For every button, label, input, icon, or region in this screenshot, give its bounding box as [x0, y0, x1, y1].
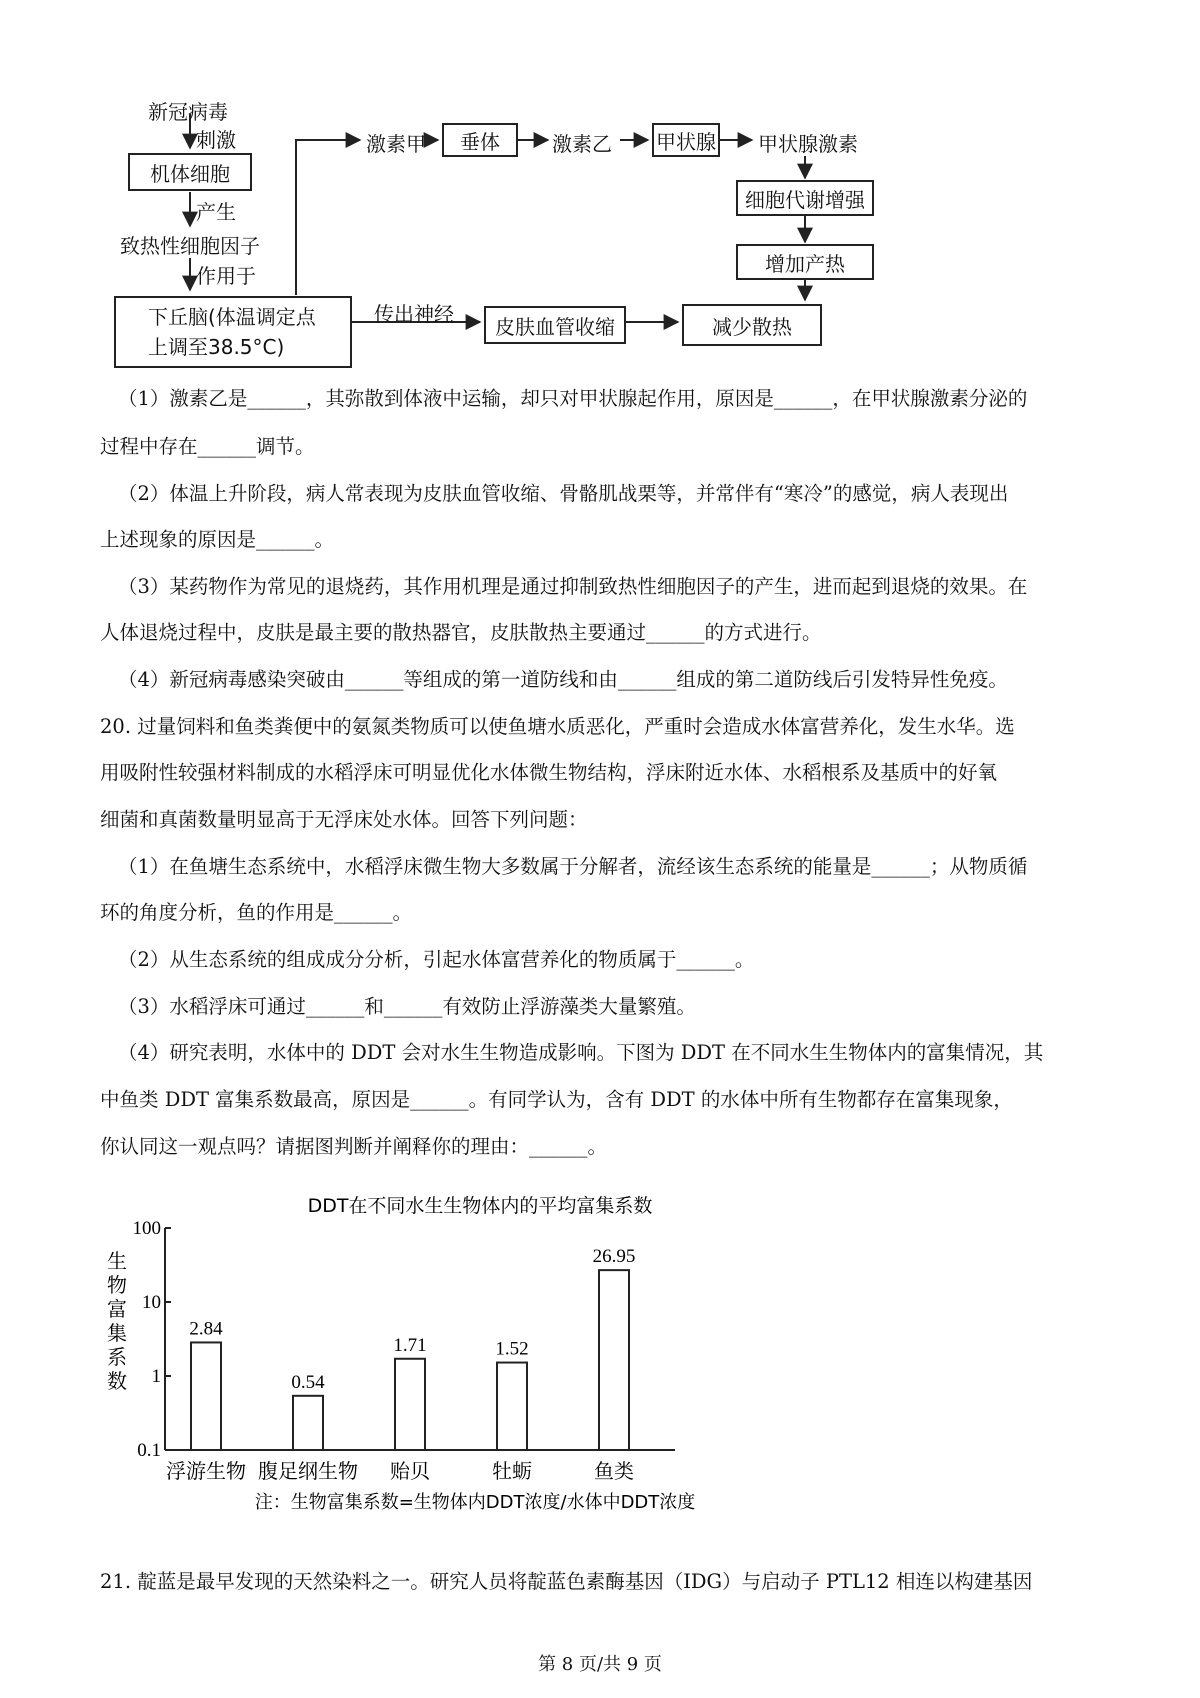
q19-line-5: （3）某药物作为常见的退烧药，其作用机理是通过抑制致热性细胞因子的产生，进而起到退烧的效果。在 [118, 575, 1028, 598]
bar [395, 1359, 425, 1450]
q20-line-5: 环的角度分析，鱼的作用是______。 [100, 901, 413, 924]
hypothalamus-line2: 上调至38.5°C) [148, 335, 285, 359]
hypothalamus-box [114, 296, 352, 368]
reduce-heat-box: 减少散热 [682, 304, 822, 346]
bar [599, 1270, 629, 1450]
y-label-char: 生 [107, 1249, 127, 1273]
body-cells-box: 机体细胞 [128, 153, 252, 191]
q19-line-2: 过程中存在______调节。 [100, 435, 315, 458]
q20-line-10: 你认同这一观点吗？请据图判断并阐释你的理由：______。 [100, 1135, 608, 1158]
y-label-char: 物 [107, 1273, 127, 1297]
bar [191, 1342, 221, 1450]
y-label-char: 系 [107, 1345, 127, 1369]
thyroid-hormone-label: 甲状腺激素 [758, 132, 858, 156]
y-tick-label: 100 [132, 1218, 161, 1239]
pituitary-box: 垂体 [442, 123, 518, 157]
q20-line-6: （2）从生态系统的组成成分分析，引起水体富营养化的物质属于______。 [118, 948, 755, 971]
y-tick-label: 10 [142, 1292, 161, 1313]
bar-value-label: 0.54 [291, 1371, 325, 1393]
bar-value-label: 26.95 [592, 1246, 636, 1268]
y-label-char: 数 [107, 1369, 127, 1393]
q19-line-3: （2）体温上升阶段，病人常表现为皮肤血管收缩、骨骼肌战栗等，并常伴有“寒冷”的感觉，病人表现出 [118, 482, 1009, 505]
virus-label: 新冠病毒 [148, 100, 228, 124]
bar [293, 1396, 323, 1450]
arrow-hypo-hormoneA [296, 140, 360, 295]
x-category-label: 鱼类 [594, 1459, 634, 1483]
q20-line-8: （4）研究表明，水体中的 DDT 会对水生生物造成影响。下图为 DDT 在不同水生生物体内的富集情况，其 [118, 1041, 1044, 1064]
q20-line-3: 细菌和真菌数量明显高于无浮床处水体。回答下列问题： [100, 808, 588, 831]
y-label-char: 集 [107, 1321, 127, 1345]
x-category-label: 浮游生物 [166, 1459, 246, 1483]
chart-title: DDT在不同水生生物体内的平均富集系数 [307, 1195, 653, 1217]
heat-production-box: 增加产热 [736, 244, 874, 280]
q19-line-7: （4）新冠病毒感染突破由______等组成的第一道防线和由______组成的第二道防线后引发特异性免疫。 [118, 668, 1008, 691]
q19-line-1: （1）激素乙是______，其弥散到体液中运输，却只对甲状腺起作用，原因是______，在甲状腺激素分泌的 [118, 387, 1028, 410]
bar-value-label: 1.71 [393, 1334, 427, 1356]
y-label-char: 富 [107, 1297, 127, 1321]
act-on-label: 作用于 [196, 264, 256, 288]
q20-line-9: 中鱼类 DDT 富集系数最高，原因是______。有同学认为，含有 DDT 的水体中所有生物都存在富集现象， [100, 1088, 1013, 1111]
y-tick-label: 0.1 [137, 1440, 161, 1461]
chart-note: 注：生物富集系数=生物体内DDT浓度/水体中DDT浓度 [254, 1492, 696, 1513]
produce-label: 产生 [196, 200, 236, 224]
bar-value-label: 1.52 [495, 1338, 529, 1360]
bar [497, 1363, 527, 1450]
x-category-label: 贻贝 [390, 1459, 430, 1483]
x-category-label: 牡蛎 [492, 1459, 532, 1483]
q20-line-1: 20. 过量饲料和鱼类粪便中的氨氮类物质可以使鱼塘水质恶化，严重时会造成水体富营养化，发生水华。选 [100, 715, 1015, 738]
thyroid-box: 甲状腺 [652, 123, 720, 157]
q20-line-2: 用吸附性较强材料制成的水稻浮床可明显优化水体微生物结构，浮床附近水体、水稻根系及基质中的好氧 [100, 761, 998, 784]
efferent-label: 传出神经 [374, 302, 454, 326]
q19-line-6: 人体退烧过程中，皮肤是最主要的散热器官，皮肤散热主要通过______的方式进行。 [100, 621, 822, 644]
bar-value-label: 2.84 [189, 1318, 223, 1340]
metabolism-box: 细胞代谢增强 [736, 180, 874, 216]
ddt-chart-svg [90, 1190, 810, 1515]
pyrogen-label: 致热性细胞因子 [120, 234, 260, 258]
thermoregulation-diagram [0, 0, 1200, 380]
page-footer: 第 8 页/共 9 页 [538, 1654, 662, 1675]
y-tick-label: 1 [151, 1366, 161, 1387]
chart-bars [166, 1246, 635, 1483]
ddt-chart [90, 1190, 810, 1515]
hormone-b-label: 激素乙 [552, 132, 612, 156]
hormone-a-label: 激素甲 [366, 132, 426, 156]
q20-line-4: （1）在鱼塘生态系统中，水稻浮床微生物大多数属于分解者，流经该生态系统的能量是______；从物质循 [118, 855, 1028, 878]
hypothalamus-line1: 下丘脑(体温调定点 [148, 305, 316, 329]
skin-vessel-box: 皮肤血管收缩 [484, 306, 626, 344]
stimulate-label: 刺激 [196, 128, 236, 152]
q21-line-1: 21. 靛蓝是最早发现的天然染料之一。研究人员将靛蓝色素酶基因（IDG）与启动子 PTL12 相连以构建基因 [100, 1570, 1033, 1593]
q19-line-4: 上述现象的原因是______。 [100, 528, 335, 551]
q20-line-7: （3）水稻浮床可通过______和______有效防止浮游藻类大量繁殖。 [118, 995, 696, 1018]
y-axis-label [107, 1249, 127, 1393]
x-category-label: 腹足纲生物 [258, 1459, 358, 1483]
